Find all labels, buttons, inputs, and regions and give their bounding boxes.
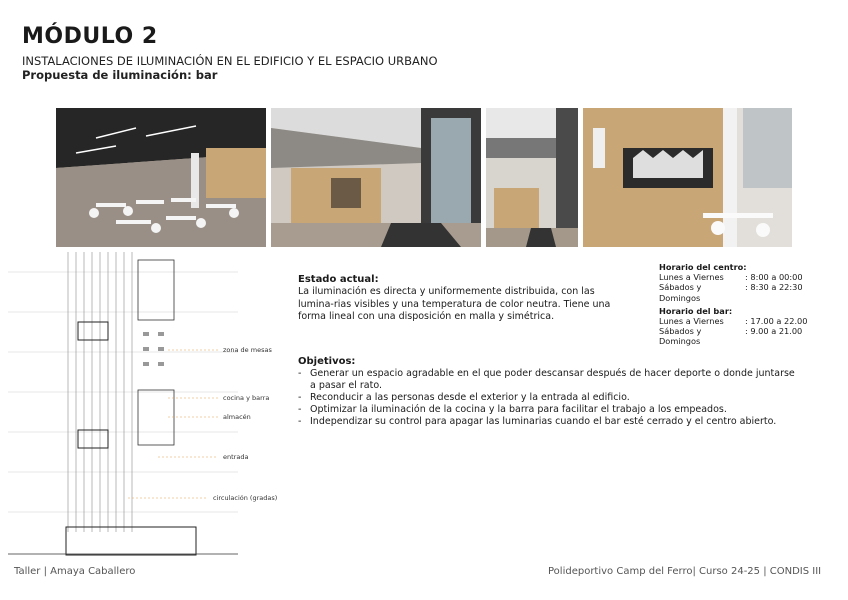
list-item: - Reconducir a las personas desde el exterior y la entrada al edificio. [298,392,798,404]
list-item: - Generar un espacio agradable en el que poder descansar después de hacer deporte o donde juntarse a pasar el rato. [298,368,798,392]
objetivos-list [298,368,798,428]
objetivos-heading: Objetivos: [298,356,356,367]
schedule-hours: : 8:30 a 22:30 [745,282,803,293]
schedule-hours: : 9.00 a 21.00 [745,326,803,337]
schedule-days: Lunes a Viernes [659,316,724,327]
list-item: - Independizar su control para apagar las luminarias cuando el bar esté cerrado y el centro abierto. [298,416,798,428]
schedule-days: Lunes a Viernes [659,272,724,283]
photo-dining-area [56,108,266,247]
plan-label-circulacion: circulación (gradas) [213,494,278,502]
floor-plan [8,252,288,560]
photo-bar [583,108,792,247]
footer-course: Polideportivo Camp del Ferro| Curso 24-25 | CONDIS III [548,566,822,577]
estado-heading: Estado actual: [298,274,379,285]
schedule-days: Sábados y Domingos [659,326,702,347]
schedule-block [659,262,807,347]
photo-atrium [486,108,578,247]
photo-corridor [271,108,481,247]
bar-heading: Horario del bar: [659,305,733,316]
plan-label-entrada: entrada [223,453,249,461]
schedule-days: Sábados y Domingos [659,282,702,303]
schedule-row [659,316,807,326]
plan-label-mesas: zona de mesas [223,346,272,354]
footer-author: Taller | Amaya Caballero [14,566,136,577]
estado-text: La iluminación es directa y uniformemente distribuida, con las lumina-rias visibles y una temperatura de color neutra. Tiene una forma lineal con una disposición en malla y simétrica. [298,286,611,322]
page-title: MÓDULO 2 [22,24,158,49]
plan-label-cocina: cocina y barra [223,394,270,402]
section-title: Propuesta de iluminación: bar [22,68,218,82]
schedule-hours: : 17.00 a 22.00 [745,316,808,327]
schedule-hours: : 8:00 a 00:00 [745,272,803,283]
schedule-row [659,272,807,282]
list-item: - Optimizar la iluminación de la cocina y la barra para facilitar el trabajo a los empeados. [298,404,798,416]
schedule-row [659,326,807,346]
plan-label-almacen: almacén [223,413,251,421]
schedule-row [659,282,807,302]
page-subtitle: INSTALACIONES DE ILUMINACIÓN EN EL EDIFICIO Y EL ESPACIO URBANO [22,54,438,68]
centro-heading: Horario del centro: [659,262,747,272]
